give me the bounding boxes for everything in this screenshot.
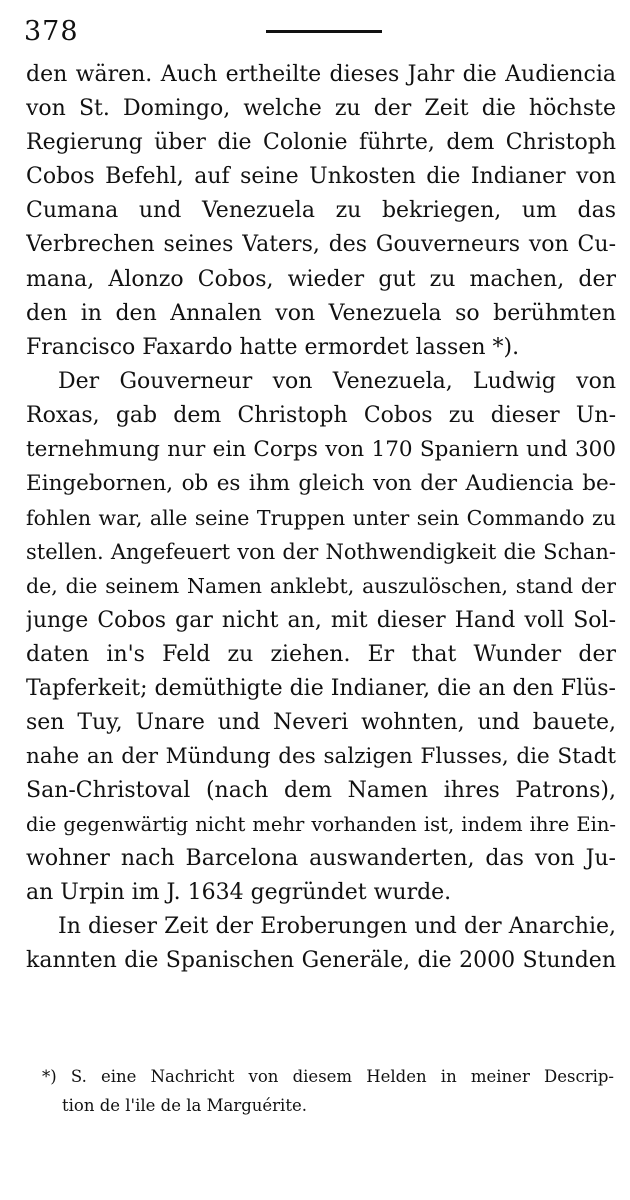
footnote xyxy=(42,1062,614,1120)
text-line: Regierung über die Colonie führte, dem Christoph xyxy=(26,130,616,156)
paragraph-2 xyxy=(26,365,616,911)
text-line: mana, Alonzo Cobos, wieder gut zu machen, der xyxy=(26,266,616,292)
text-line: Eingebornen, ob es ihm gleich von der Audiencia be- xyxy=(26,471,616,497)
text-line: fohlen war, alle seine Truppen unter sein Commando zu xyxy=(26,506,616,531)
text-line: die gegenwärtig nicht mehr vorhanden ist, indem ihre Ein- xyxy=(26,813,616,837)
text-line: Cumana und Venezuela zu bekriegen, um das xyxy=(26,198,616,224)
footnote-line: tion de l'ile de la Marguérite. xyxy=(62,1096,307,1115)
text-line: Tapferkeit; demüthigte die Indianer, die an den Flüs- xyxy=(26,675,616,701)
body-text xyxy=(26,58,616,979)
footnote-line: *) S. eine Nachricht von diesem Helden in meiner Descrip- xyxy=(42,1067,614,1086)
text-line: den in den Annalen von Venezuela so berühmten xyxy=(26,300,616,326)
text-line: Der Gouverneur von Venezuela, Ludwig von xyxy=(58,368,616,394)
text-line: Verbrechen seines Vaters, des Gouverneurs von Cu- xyxy=(26,232,616,258)
text-line: In dieser Zeit der Eroberungen und der Anarchie, xyxy=(58,914,616,940)
paragraph-3 xyxy=(26,910,616,978)
text-line: nahe an der Mündung des salzigen Flusses, die Stadt xyxy=(26,743,616,769)
text-line: Roxas, gab dem Christoph Cobos zu dieser Un- xyxy=(26,402,616,428)
text-line: San-Christoval (nach dem Namen ihres Patrons), xyxy=(26,777,616,803)
text-line: Cobos Befehl, auf seine Unkosten die Indianer von xyxy=(26,164,616,190)
paragraph-1 xyxy=(26,58,616,365)
text-line: Francisco Faxardo hatte ermordet lassen *). xyxy=(26,334,520,360)
text-line: wohner nach Barcelona auswanderten, das von Ju- xyxy=(26,846,616,872)
text-line: kannten die Spanischen Generäle, die 2000 Stunden xyxy=(26,948,616,974)
text-line: stellen. Angefeuert von der Nothwendigkeit die Schan- xyxy=(26,540,616,565)
text-line: daten in's Feld zu ziehen. Er that Wunder der xyxy=(26,641,616,667)
text-line: an Urpin im J. 1634 gegründet wurde. xyxy=(26,880,452,906)
text-line: ternehmung nur ein Corps von 170 Spaniern und 300 xyxy=(26,437,616,463)
text-line: junge Cobos gar nicht an, mit dieser Hand voll Sol- xyxy=(26,607,616,633)
text-line: von St. Domingo, welche zu der Zeit die höchste xyxy=(26,96,616,122)
text-line: de, die seinem Namen anklebt, auszulöschen, stand der xyxy=(26,574,616,599)
text-line: den wären. Auch ertheilte dieses Jahr die Audiencia xyxy=(26,62,616,87)
text-line: sen Tuy, Unare und Neveri wohnten, und bauete, xyxy=(26,709,616,735)
page-number: 378 xyxy=(24,16,79,47)
header-rule xyxy=(266,30,382,33)
